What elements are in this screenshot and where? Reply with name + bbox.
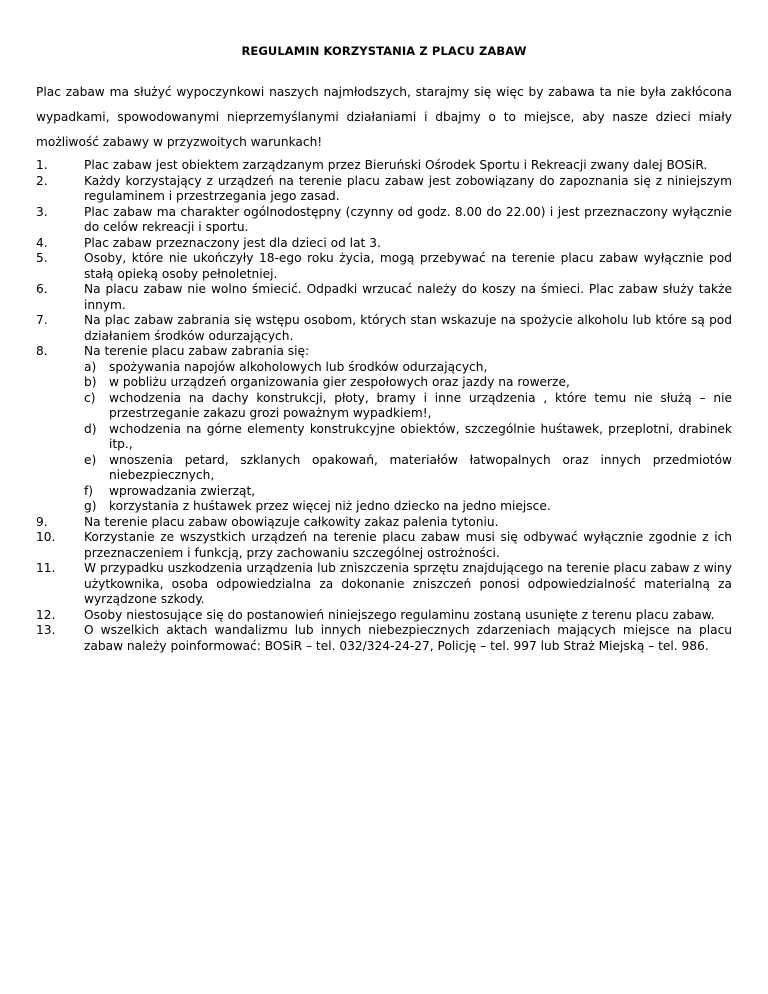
- list-item: [36, 530, 732, 561]
- item-text: Osoby, które nie ukończyły 18-ego roku życia, mogą przebywać na terenie placu zabaw wyłącznie pod stałą opieką osoby pełnoletniej.: [84, 251, 732, 281]
- sub-list-item: [84, 499, 732, 515]
- sub-list-item: [84, 375, 732, 391]
- item-text: Plac zabaw przeznaczony jest dla dzieci od lat 3.: [84, 235, 381, 250]
- sub-item-text: wnoszenia petard, szklanych opakowań, materiałów łatwopalnych oraz innych przedmiotów niebezpiecznych,: [109, 452, 732, 482]
- list-item: [36, 313, 732, 344]
- sub-item-text: spożywania napojów alkoholowych lub środków odurzających,: [109, 359, 488, 374]
- item-number: 9.: [36, 514, 48, 529]
- item-number: 5.: [36, 251, 48, 265]
- item-number: 2.: [36, 173, 48, 188]
- rules-list: [36, 158, 732, 654]
- sub-item-letter: e): [84, 452, 97, 467]
- item-text: Korzystanie ze wszystkich urządzeń na terenie placu zabaw musi się odbywać wyłącznie zgodnie z ich przeznaczeniem i funkcją, przy zachowaniu szczególnej ostrożności.: [84, 530, 732, 560]
- sub-item-text: wchodzenia na dachy konstrukcji, płoty, bramy i inne urządzenia , które temu nie służą – nie przestrzeganie zakazu grozi poważnym wypadkiem!,: [109, 390, 732, 420]
- list-item: [36, 623, 732, 654]
- item-text: Na placu zabaw nie wolno śmiecić. Odpadki wrzucać należy do koszy na śmieci. Plac zabaw służy także innym.: [84, 282, 732, 312]
- sub-item-letter: f): [84, 483, 94, 498]
- item-text: Osoby niestosujące się do postanowień niniejszego regulaminu zostaną usunięte z terenu placu zabaw.: [84, 607, 715, 622]
- item-number: 1.: [36, 158, 48, 172]
- list-item: [36, 515, 732, 531]
- item-number: 8.: [36, 344, 48, 358]
- sub-list-item: [84, 360, 732, 376]
- sub-item-letter: d): [84, 421, 97, 436]
- list-item: [36, 174, 732, 205]
- item-text: [84, 344, 732, 515]
- list-item: [36, 561, 732, 608]
- item-number: 13.: [36, 623, 56, 637]
- sub-item-text: korzystania z huśtawek przez więcej niż jedno dziecko na jedno miejsce.: [109, 499, 551, 513]
- item-number: 3.: [36, 204, 48, 219]
- sub-list-item: [84, 453, 732, 484]
- sub-item-letter: a): [84, 359, 97, 374]
- list-item: [36, 236, 732, 252]
- item-number: 4.: [36, 235, 48, 250]
- item-number: 10.: [36, 530, 56, 544]
- item-number: 6.: [36, 282, 48, 296]
- sub-item-letter: g): [84, 499, 97, 513]
- sub-list-item: [84, 422, 732, 453]
- list-item: [36, 344, 732, 515]
- sub-list-item: [84, 391, 732, 422]
- item-text: O wszelkich aktach wandalizmu lub innych niebezpiecznych zdarzeniach mających miejsce na placu zabaw należy poinformować: BOSiR – tel. 032/324-24-27, Policję – tel. 997 lub Straż Miejską – tel. 986.: [84, 623, 732, 653]
- sub-item-text: w pobliżu urządzeń organizowania gier zespołowych oraz jazdy na rowerze,: [109, 375, 570, 389]
- item-text: Na terenie placu zabaw obowiązuje całkowity zakaz palenia tytoniu.: [84, 514, 499, 529]
- page-title: REGULAMIN KORZYSTANIA Z PLACU ZABAW: [241, 44, 527, 58]
- item-text: Plac zabaw ma charakter ogólnodostępny (czynny od godz. 8.00 do 22.00) i jest przeznaczony wyłącznie do celów rekreacji i sportu.: [84, 204, 732, 234]
- sub-item-letter: b): [84, 375, 97, 389]
- list-item: [36, 608, 732, 624]
- item-text: W przypadku uszkodzenia urządzenia lub zniszczenia sprzętu znajdującego na terenie placu zabaw z winy użytkownika, osoba odpowiedzialna za dokonanie zniszczeń ponosi odpowiedzialność materialną za wyrządzone szkody.: [84, 561, 732, 606]
- item-text: Każdy korzystający z urządzeń na terenie placu zabaw jest zobowiązany do zapoznania się z niniejszym regulaminem i przestrzegania jego zasad.: [84, 173, 732, 203]
- sub-item-text: wprowadzania zwierząt,: [109, 483, 256, 498]
- sub-item-text: wchodzenia na górne elementy konstrukcyjne obiektów, szczególnie huśtawek, przeplotni, drabinek itp.,: [109, 421, 732, 451]
- list-item: [36, 282, 732, 313]
- intro-paragraph: Plac zabaw ma służyć wypoczynkowi naszych najmłodszych, starajmy się więc by zabawa ta nie była zakłócona wypadkami, spowodowanymi nieprzemyślanymi działaniami i dbajmy o to miejsce, aby nasze dzieci miały możliwość zabawy w przyzwoitych warunkach!: [36, 85, 732, 149]
- item-text: Na plac zabaw zabrania się wstępu osobom, których stan wskazuje na spożycie alkoholu lub które są pod działaniem środków odurzających.: [84, 313, 732, 343]
- item-number: 12.: [36, 607, 56, 622]
- list-item: [36, 251, 732, 282]
- item-number: 11.: [36, 561, 56, 575]
- list-item: [36, 158, 732, 174]
- item-text: Plac zabaw jest obiektem zarządzanym przez Bieruński Ośrodek Sportu i Rekreacji zwany dalej BOSiR.: [84, 158, 708, 172]
- item-intro-text: Na terenie placu zabaw zabrania się:: [84, 344, 310, 358]
- item-number: 7.: [36, 313, 48, 327]
- list-item: [36, 205, 732, 236]
- sub-list-item: [84, 484, 732, 500]
- sub-item-letter: c): [84, 390, 96, 405]
